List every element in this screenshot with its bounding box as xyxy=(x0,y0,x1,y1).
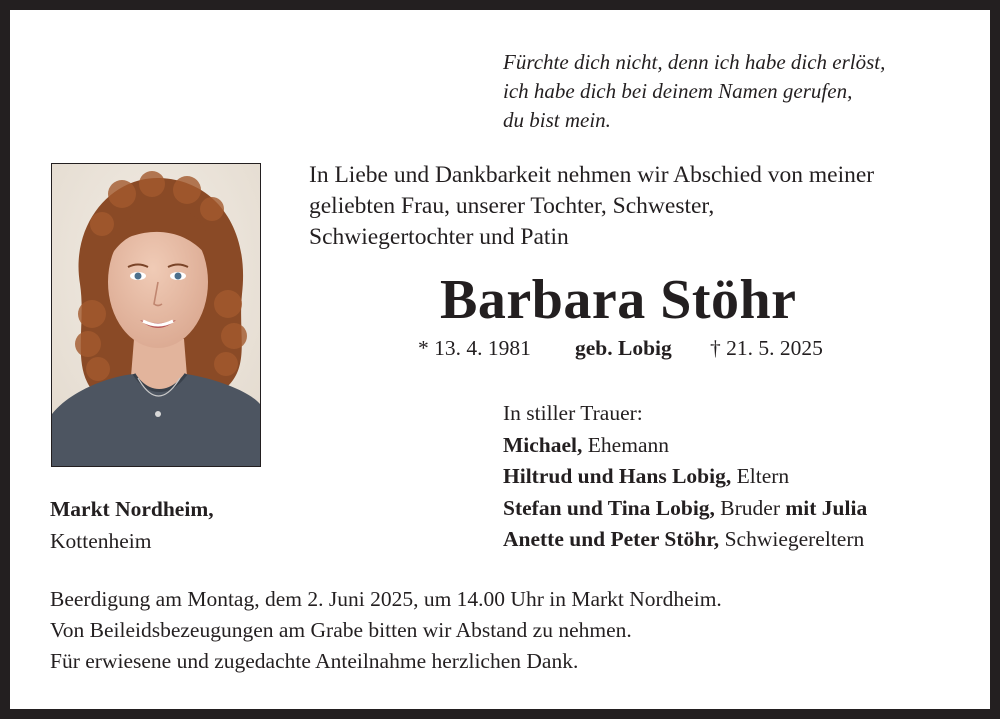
portrait-photo xyxy=(51,163,261,467)
mourner-entry xyxy=(503,524,867,556)
mourners-heading: In stiller Trauer: xyxy=(503,401,643,425)
deceased-name: Barbara Stöhr xyxy=(440,269,797,331)
footer-line: Für erwiesene und zugedachte Anteilnahme herzlichen Dank. xyxy=(50,649,579,673)
obituary-notice xyxy=(10,10,990,709)
verse-line: Fürchte dich nicht, denn ich habe dich erlöst, xyxy=(503,50,886,74)
footer-line: Beerdigung am Montag, dem 2. Juni 2025, um 14.00 Uhr in Markt Nordheim. xyxy=(50,587,722,611)
mourner-relation: Eltern xyxy=(731,464,790,488)
death-date: † 21. 5. 2025 xyxy=(710,336,823,360)
intro-line: In Liebe und Dankbarkeit nehmen wir Abschied von meiner xyxy=(309,162,875,188)
mourner-relation: Bruder xyxy=(714,495,786,520)
mourner-extra: mit Julia xyxy=(785,495,868,520)
mourner-names: Stefan und Tina Lobig, xyxy=(503,495,715,520)
mourner-relation: Schwiegereltern xyxy=(719,527,865,551)
mourner-names: Hiltrud und Hans Lobig, xyxy=(503,464,732,488)
intro-line: Schwiegertochter und Patin xyxy=(309,224,569,250)
mourner-names: Michael, xyxy=(503,432,583,457)
verse-line: du bist mein. xyxy=(503,108,611,132)
mourner-entry xyxy=(503,430,867,462)
mourner-entry xyxy=(503,493,867,525)
intro-text xyxy=(309,160,874,253)
mourner-names: Anette und Peter Stöhr, xyxy=(503,527,720,551)
funeral-details xyxy=(50,584,722,677)
mourner-relation: Ehemann xyxy=(582,432,669,457)
verse-line: ich habe dich bei deinem Namen gerufen, xyxy=(503,79,853,103)
intro-line: geliebten Frau, unserer Tochter, Schwester, xyxy=(309,193,715,219)
mourner-entry xyxy=(503,461,867,493)
bible-verse xyxy=(503,48,885,135)
birth-date: * 13. 4. 1981 xyxy=(418,336,531,360)
district-name: Kottenheim xyxy=(50,528,152,553)
town-name: Markt Nordheim, xyxy=(50,497,214,521)
place-of-residence xyxy=(50,494,214,557)
footer-line: Von Beileidsbezeugungen am Grabe bitten wir Abstand zu nehmen. xyxy=(50,618,632,642)
mourners-list xyxy=(503,398,867,556)
maiden-name: geb. Lobig xyxy=(575,336,672,360)
